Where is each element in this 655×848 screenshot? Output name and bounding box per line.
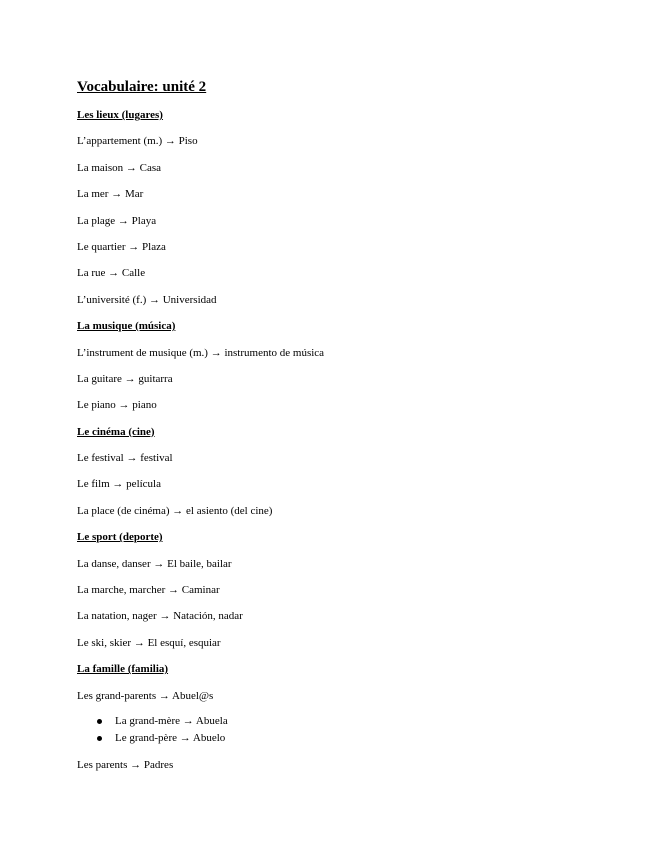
vocab-item: La guitare → guitarra (77, 372, 173, 385)
vocab-item: L’instrument de musique (m.) → instrumento de música (77, 346, 325, 359)
section-heading: Les lieux (lugares) (77, 109, 163, 121)
vocab-item: Le festival → festival (77, 452, 173, 465)
vocab-item: La place (de cinéma) → el asiento (del cine) (77, 504, 273, 517)
vocab-item: La marche, marcher → Caminar (77, 584, 220, 597)
bullet-item (77, 713, 617, 730)
vocab-item: L’appartement (m.) → Piso (77, 135, 198, 148)
vocab-item: L’université (f.) → Universidad (77, 293, 217, 306)
vocab-item: Le film → película (77, 478, 161, 491)
section-sport (77, 524, 617, 656)
vocab-item: La plage → Playa (77, 214, 157, 227)
vocab-item: La danse, danser → El baile, bailar (77, 557, 232, 570)
bullet-item (77, 730, 617, 747)
section-cinema (77, 419, 617, 525)
section-heading: La musique (música) (77, 320, 176, 333)
section-famille (77, 656, 617, 778)
bullet-icon (97, 719, 102, 724)
vocab-item: La maison → Casa (77, 161, 162, 174)
vocab-item: Les parents → Padres (77, 758, 174, 771)
document-title: Vocabulaire: unité 2 (77, 79, 207, 95)
vocab-item: La mer → Mar (77, 188, 144, 201)
section-heading: Le cinéma (cine) (77, 425, 155, 438)
vocab-item: Les grand-parents → Abuel@s (77, 689, 214, 702)
section-heading: La famille (familia) (77, 663, 169, 676)
vocab-item: Le quartier → Plaza (77, 240, 166, 253)
section-heading: Le sport (deporte) (77, 531, 163, 544)
bullet-text: Le grand-père → Abuelo (115, 731, 226, 744)
vocab-item: Le ski, skier → El esquí, esquiar (77, 636, 221, 649)
bullet-icon (97, 736, 102, 741)
vocab-item: Le piano → piano (77, 399, 157, 412)
section-lieux (77, 102, 617, 313)
vocab-item: La natation, nager → Natación, nadar (77, 610, 243, 623)
document-content (77, 76, 617, 778)
bullet-text: La grand-mère → Abuela (115, 714, 228, 727)
section-musique (77, 313, 617, 419)
vocab-item: La rue → Calle (77, 267, 146, 280)
bullet-list (77, 713, 617, 747)
